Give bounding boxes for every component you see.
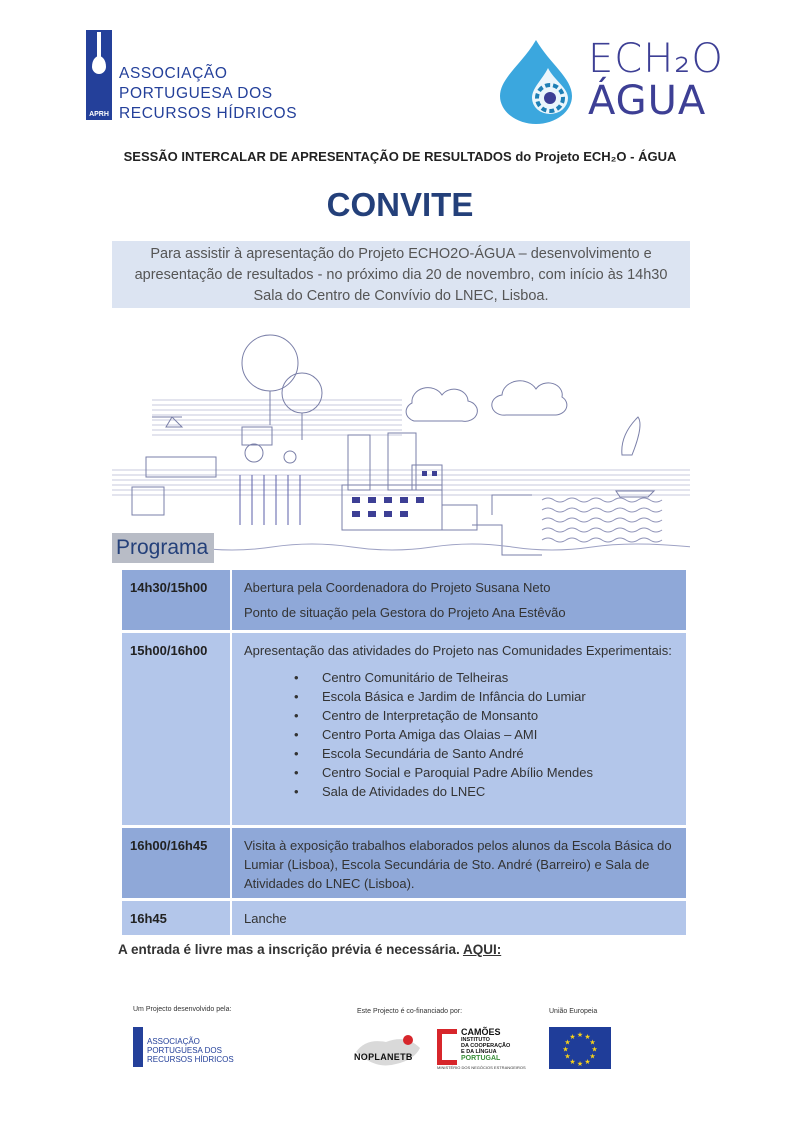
svg-text:★: ★	[589, 1038, 596, 1047]
list-item: • Escola Secundária de Santo André	[244, 744, 678, 763]
schedule-line: Ponto de situação pela Gestora do Projeto Ana Estêvão	[244, 605, 566, 620]
camoes-title: CAMÕES	[461, 1027, 501, 1037]
eu-flag-icon	[549, 1027, 611, 1069]
echo-title: ECH₂O	[588, 36, 724, 82]
noplanetb-text: NOPLANETB	[354, 1052, 413, 1062]
list-item: • Centro Social e Paroquial Padre Abílio Mendes	[244, 763, 678, 782]
schedule-time: 14h30/15h00	[130, 580, 208, 595]
intro-line-1: Para assistir à apresentação do Projeto ECHO2O-ÁGUA – desenvolvimento e	[150, 246, 652, 262]
list-item: • Escola Básica e Jardim de Infância do Lumiar	[244, 687, 678, 706]
schedule-row	[122, 828, 686, 898]
svg-text:★: ★	[569, 1033, 576, 1041]
camoes-sub1: INSTITUTO	[461, 1037, 490, 1043]
aprh-drop-icon	[86, 30, 112, 120]
list-item: • Centro Comunitário de Telheiras	[244, 668, 678, 687]
schedule-line: Abertura pela Coordenadora do Projeto Susana Neto	[244, 580, 551, 595]
schedule-table	[122, 570, 686, 938]
intro-line-2: apresentação de resultados - no próximo dia 20 de novembro, com início às 14h30	[134, 267, 668, 283]
svg-text:★: ★	[576, 1031, 584, 1039]
page-title: CONVITE	[326, 186, 474, 223]
svg-text:★: ★	[562, 1045, 569, 1054]
svg-text:★: ★	[576, 1060, 584, 1068]
aprh-small-mark-icon	[133, 1027, 143, 1067]
schedule-time: 16h45	[130, 911, 167, 926]
session-title: SESSÃO INTERCALAR DE APRESENTAÇÃO DE RESULTADOS do Projeto ECH₂O - ÁGUA	[123, 149, 677, 164]
schedule-row	[122, 901, 686, 935]
programa-label: Programa	[112, 533, 214, 563]
aprh-line2: PORTUGUESA DOS	[119, 85, 273, 102]
schedule-line: Apresentação das atividades do Projeto nas Comunidades Experimentais:	[244, 643, 672, 658]
community-list	[244, 668, 678, 801]
svg-text:★: ★	[564, 1052, 571, 1061]
echo-agua-logo	[492, 34, 752, 126]
aprh-line3: RECURSOS HÍDRICOS	[119, 105, 298, 122]
svg-text:★: ★	[584, 1058, 591, 1066]
svg-text:★: ★	[564, 1038, 571, 1047]
camoes-ministry: MINISTÉRIO DOS NEGÓCIOS ESTRANGEIROS	[437, 1065, 526, 1070]
schedule-row	[122, 633, 686, 825]
schedule-line: Visita à exposição trabalhos elaborados pelos alunos da Escola Básica do Lumiar (Lisboa), Escola Secundária de Sto. André (Barreiro) e Sala de Atividades do LNEC (Lisboa).	[244, 838, 672, 891]
agua-title: ÁGUA	[588, 78, 707, 124]
list-item: • Sala de Atividades do LNEC	[244, 782, 678, 801]
camoes-sub3: E DA LÍNGUA	[461, 1049, 497, 1055]
camoes-sub2: DA COOPERAÇÃO	[461, 1043, 511, 1049]
eu-stars-icon	[549, 1027, 611, 1069]
svg-text:★: ★	[569, 1058, 576, 1066]
svg-text:★: ★	[589, 1052, 596, 1061]
aprh-small-line1: ASSOCIAÇÃO	[147, 1037, 200, 1046]
schedule-time: 16h00/16h45	[130, 838, 208, 853]
camoes-c-icon	[437, 1029, 457, 1065]
svg-text:★: ★	[584, 1033, 591, 1041]
developed-by-caption: Um Projecto desenvolvido pela:	[133, 1006, 232, 1013]
svg-text:★: ★	[591, 1045, 598, 1054]
cofinanced-caption: Este Projecto é co-financiado por:	[357, 1008, 463, 1015]
schedule-line: Lanche	[244, 911, 287, 926]
intro-box	[112, 241, 690, 308]
noplanetb-logo	[352, 1032, 430, 1072]
aprh-small-logo	[133, 1027, 243, 1071]
schedule-time: 15h00/16h00	[130, 643, 208, 658]
camoes-portugal: PORTUGAL	[461, 1055, 501, 1062]
aprh-logo	[86, 30, 326, 124]
aprh-small-line3: RECURSOS HÍDRICOS	[147, 1055, 234, 1064]
water-drop-icon	[492, 38, 584, 124]
list-item: • Centro de Interpretação de Monsanto	[244, 706, 678, 725]
footer-note	[118, 942, 501, 957]
schedule-row	[122, 570, 686, 630]
list-item: • Centro Porta Amiga das Olaias – AMI	[244, 725, 678, 744]
intro-line-3: Sala do Centro de Convívio do LNEC, Lisboa.	[253, 288, 549, 304]
eu-caption: União Europeia	[549, 1008, 598, 1015]
aprh-mark-label: APRH	[89, 111, 109, 118]
camoes-logo	[437, 1027, 529, 1071]
aprh-small-line2: PORTUGUESA DOS	[147, 1046, 222, 1055]
aprh-line1: ASSOCIAÇÃO	[119, 65, 228, 82]
registration-note: A entrada é livre mas a inscrição prévia é necessária.	[118, 942, 460, 957]
registration-link[interactable]: AQUI:	[462, 942, 502, 957]
